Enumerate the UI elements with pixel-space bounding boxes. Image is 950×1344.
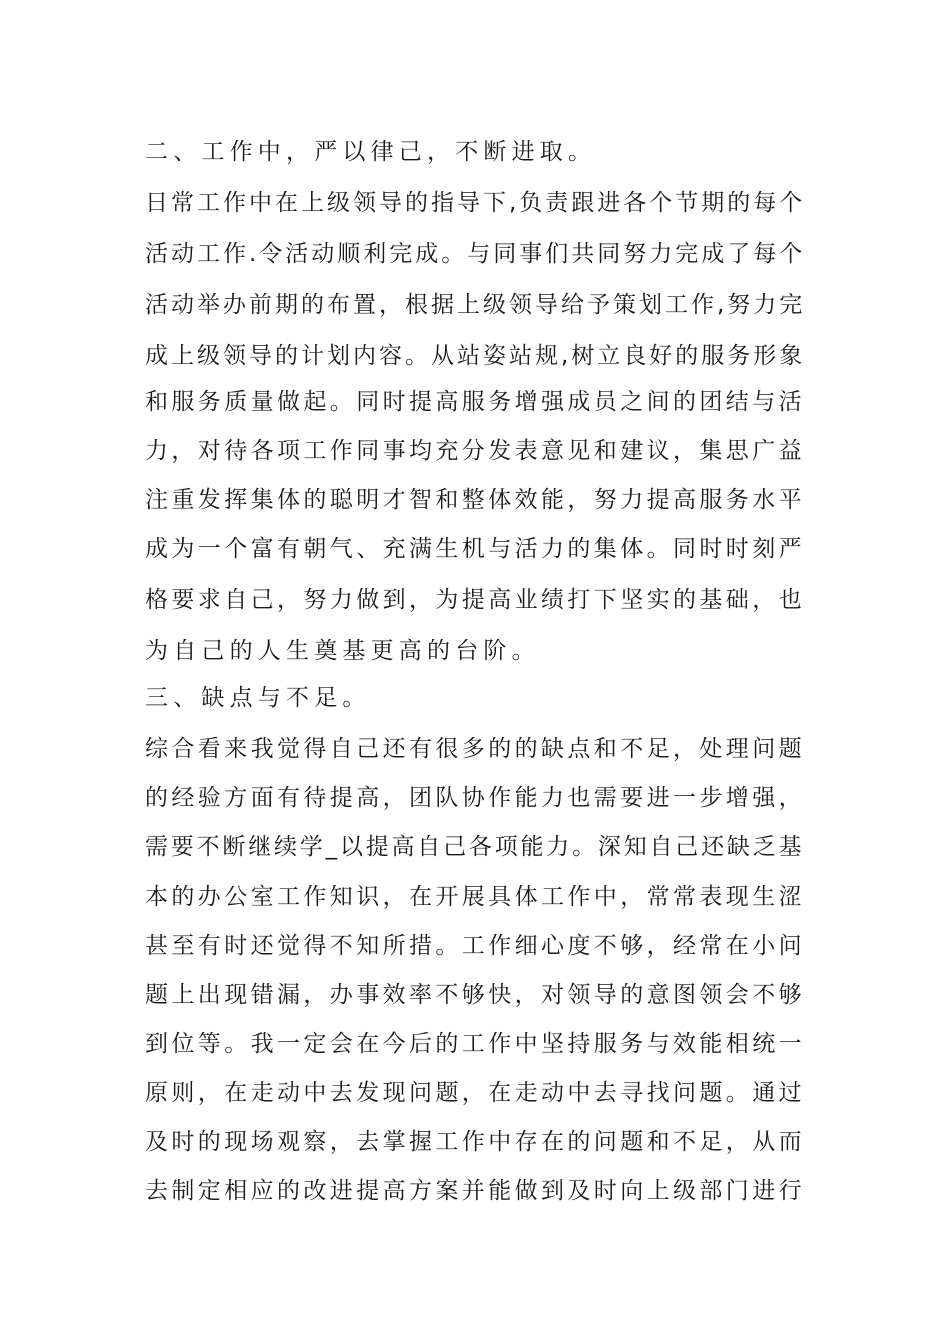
text-line: 的经验方面有待提高，团队协作能力也需要进一步增强， (145, 785, 805, 811)
text-line: 成为一个富有朝气、充满生机与活力的集体。同时时刻严 (145, 536, 805, 562)
text-line: 成上级领导的计划内容。从站姿站规,树立良好的服务形象 (145, 343, 806, 369)
text-line: 题上出现错漏，办事效率不够快，对领导的意图领会不够 (145, 982, 805, 1008)
text-line: 和服务质量做起。同时提高服务增强成员之间的团结与活 (145, 389, 805, 415)
heading-work-discipline: 二、工作中，严以律己，不断进取。 (145, 139, 597, 165)
text-line: 为自己的人生奠基更高的台阶。 (145, 638, 540, 664)
heading-shortcomings: 三、缺点与不足。 (145, 685, 371, 711)
text-line: 活动举办前期的布置，根据上级领导给予策划工作,努力完 (145, 292, 806, 318)
text-line: 力，对待各项工作同事均充分发表意见和建议，集思广益 (145, 438, 805, 464)
text-line: 及时的现场观察，去掌握工作中存在的问题和不足，从而 (145, 1129, 805, 1155)
text-line: 日常工作中在上级领导的指导下,负责跟进各个节期的每个 (145, 190, 806, 216)
text-line: 综合看来我觉得自己还有很多的的缺点和不足，处理问题 (145, 736, 805, 762)
text-line: 本的办公室工作知识，在开展具体工作中，常常表现生涩 (145, 884, 805, 910)
text-line: 注重发挥集体的聪明才智和整体效能，努力提高服务水平 (145, 487, 805, 513)
text-line: 到位等。我一定会在今后的工作中坚持服务与效能相统一 (145, 1031, 805, 1057)
text-line: 需要不断继续学_以提高自己各项能力。深知自己还缺乏基 (145, 834, 805, 860)
text-line: 格要求自己，努力做到，为提高业绩打下坚实的基础，也 (145, 587, 805, 613)
text-line: 原则，在走动中去发现问题，在走动中去寻找问题。通过 (145, 1080, 805, 1106)
text-line: 甚至有时还觉得不知所措。工作细心度不够，经常在小问 (145, 933, 805, 959)
text-line: 去制定相应的改进提高方案并能做到及时向上级部门进行 (145, 1178, 805, 1204)
text-line: 活动工作.令活动顺利完成。与同事们共同努力完成了每个 (145, 241, 806, 267)
